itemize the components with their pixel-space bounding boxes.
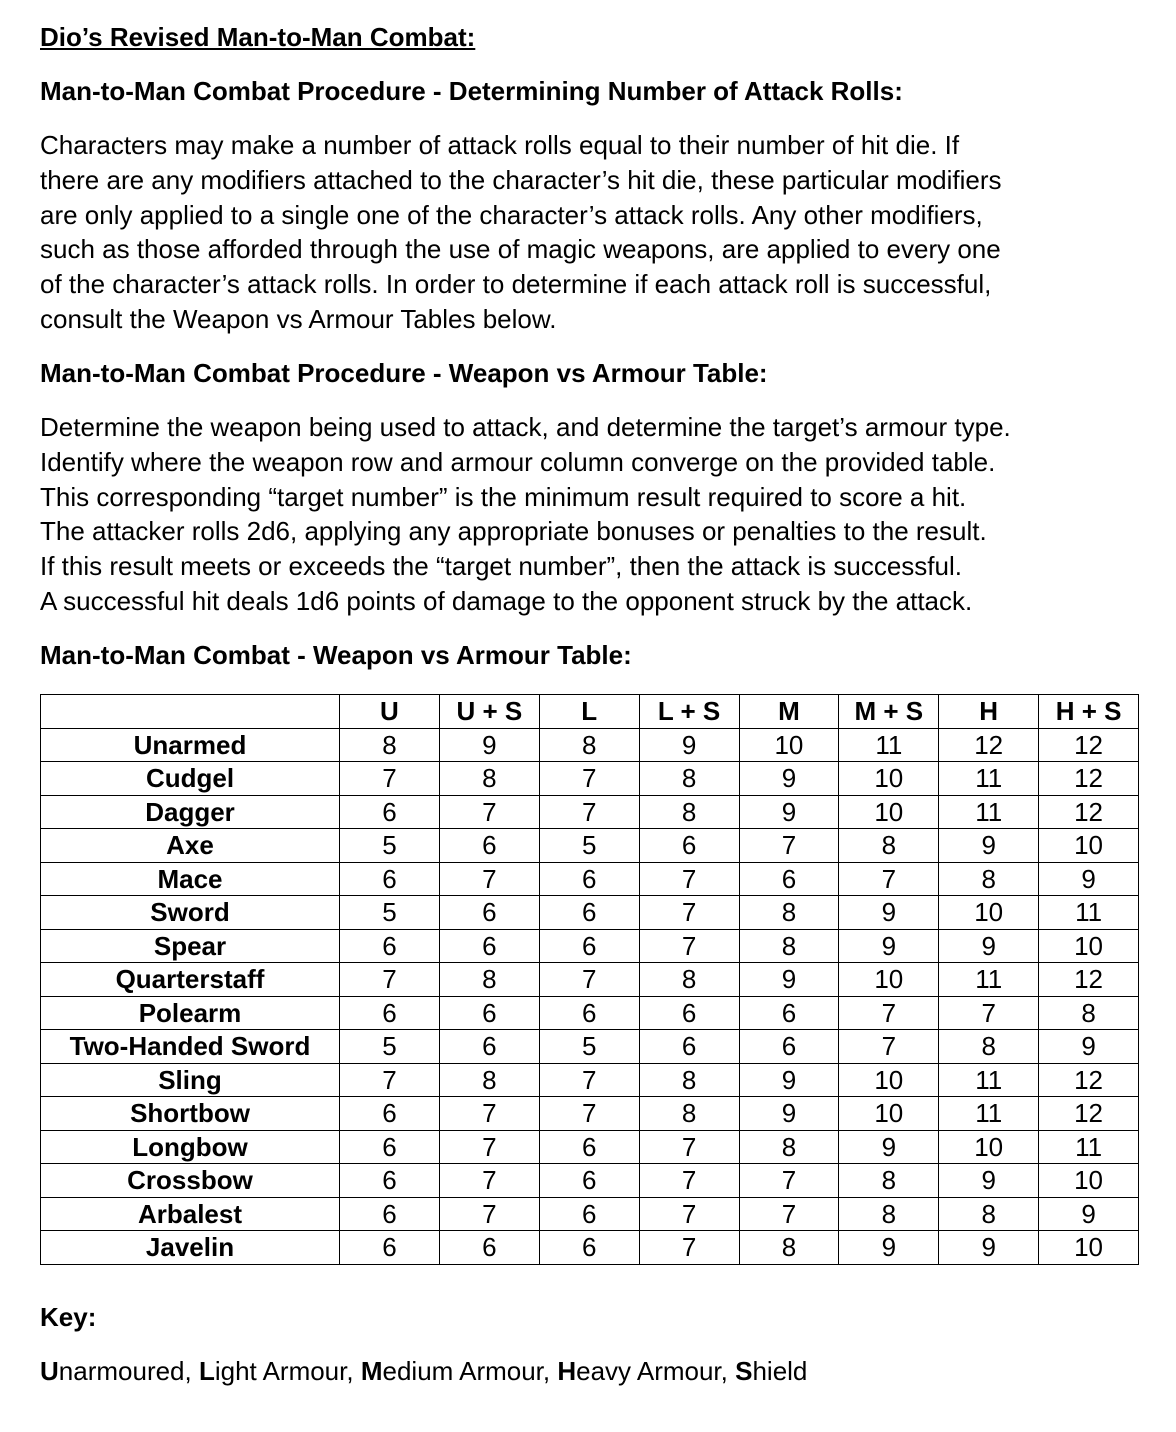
target-number-cell: 8 — [639, 795, 739, 829]
target-number-cell: 7 — [439, 795, 539, 829]
target-number-cell: 6 — [539, 896, 639, 930]
paragraph-weapon-vs-armour — [40, 410, 1130, 619]
paragraph-line: Determine the weapon being used to attack, and determine the target’s armour type. — [40, 412, 1011, 442]
document-title: Dio’s Revised Man-to-Man Combat: — [40, 22, 476, 52]
weapon-name-cell: Axe — [41, 829, 340, 863]
target-number-cell: 8 — [839, 1197, 939, 1231]
weapon-name-cell: Crossbow — [41, 1164, 340, 1198]
weapon-name-cell: Spear — [41, 929, 340, 963]
target-number-cell: 7 — [639, 1231, 739, 1265]
column-header: H + S — [1039, 695, 1139, 729]
target-number-cell: 7 — [639, 896, 739, 930]
paragraph-line: of the character’s attack rolls. In order to determine if each attack roll is successful, — [40, 269, 992, 300]
target-number-cell: 5 — [340, 896, 440, 930]
paragraph-line: consult the Weapon vs Armour Tables below. — [40, 303, 557, 334]
target-number-cell: 8 — [340, 728, 440, 762]
target-number-cell: 6 — [539, 1231, 639, 1265]
target-number-cell: 7 — [639, 1164, 739, 1198]
target-number-cell: 10 — [1039, 829, 1139, 863]
key-term-rest: hield — [752, 1356, 808, 1386]
column-header: M + S — [839, 695, 939, 729]
target-number-cell: 5 — [340, 1030, 440, 1064]
target-number-cell: 11 — [939, 795, 1039, 829]
target-number-cell: 5 — [340, 829, 440, 863]
weapon-name-cell: Unarmed — [41, 728, 340, 762]
target-number-cell: 7 — [539, 762, 639, 796]
target-number-cell: 7 — [639, 929, 739, 963]
target-number-cell: 9 — [639, 728, 739, 762]
target-number-cell: 9 — [939, 829, 1039, 863]
target-number-cell: 7 — [539, 1063, 639, 1097]
target-number-cell: 10 — [839, 963, 939, 997]
target-number-cell: 12 — [939, 728, 1039, 762]
target-number-cell: 8 — [1039, 996, 1139, 1030]
key-initial: L — [198, 1356, 215, 1386]
target-number-cell: 8 — [439, 762, 539, 796]
paragraph-line: A successful hit deals 1d6 points of damage to the opponent struck by the attack. — [40, 585, 973, 616]
target-number-cell: 6 — [340, 1197, 440, 1231]
paragraph-line: there are any modifiers attached to the character’s hit die, these particular modifiers — [40, 164, 1002, 195]
target-number-cell: 10 — [1039, 929, 1139, 963]
target-number-cell: 10 — [839, 795, 939, 829]
target-number-cell: 6 — [739, 862, 839, 896]
target-number-cell: 12 — [1039, 795, 1139, 829]
target-number-cell: 6 — [340, 862, 440, 896]
target-number-cell: 6 — [439, 1030, 539, 1064]
target-number-cell: 6 — [539, 1164, 639, 1198]
target-number-cell: 8 — [739, 1231, 839, 1265]
target-number-cell: 8 — [839, 829, 939, 863]
target-number-cell: 9 — [939, 1164, 1039, 1198]
weapon-name-cell: Two-Handed Sword — [41, 1030, 340, 1064]
weapon-name-cell: Javelin — [41, 1231, 340, 1265]
target-number-cell: 11 — [939, 1063, 1039, 1097]
paragraph-line: Identify where the weapon row and armour column converge on the provided table. — [40, 446, 996, 477]
key-separator: , — [720, 1356, 736, 1386]
target-number-cell: 9 — [1039, 1030, 1139, 1064]
target-number-cell: 6 — [439, 829, 539, 863]
paragraph-attack-rolls — [40, 128, 1130, 337]
target-number-cell: 7 — [739, 829, 839, 863]
target-number-cell: 7 — [439, 862, 539, 896]
target-number-cell: 8 — [739, 896, 839, 930]
target-number-cell: 7 — [340, 963, 440, 997]
column-header: U + S — [439, 695, 539, 729]
target-number-cell: 11 — [939, 762, 1039, 796]
key-separator: , — [184, 1356, 199, 1386]
weapon-name-cell: Quarterstaff — [41, 963, 340, 997]
target-number-cell: 9 — [739, 795, 839, 829]
target-number-cell: 8 — [839, 1164, 939, 1198]
target-number-cell: 8 — [639, 963, 739, 997]
target-number-cell: 8 — [439, 963, 539, 997]
target-number-cell: 10 — [839, 1063, 939, 1097]
column-header: U — [340, 695, 440, 729]
target-number-cell: 5 — [539, 829, 639, 863]
target-number-cell: 10 — [1039, 1231, 1139, 1265]
target-number-cell: 6 — [539, 929, 639, 963]
target-number-cell: 7 — [439, 1164, 539, 1198]
target-number-cell: 6 — [439, 996, 539, 1030]
table-row — [41, 963, 1139, 997]
target-number-cell: 8 — [939, 1197, 1039, 1231]
target-number-cell: 8 — [539, 728, 639, 762]
target-number-cell: 12 — [1039, 963, 1139, 997]
weapon-name-cell: Shortbow — [41, 1097, 340, 1131]
target-number-cell: 6 — [340, 1130, 440, 1164]
target-number-cell: 7 — [340, 1063, 440, 1097]
target-number-cell: 6 — [539, 862, 639, 896]
column-header: L — [539, 695, 639, 729]
key-legend — [40, 1356, 807, 1387]
target-number-cell: 7 — [739, 1197, 839, 1231]
target-number-cell: 8 — [639, 1063, 739, 1097]
column-header: M — [739, 695, 839, 729]
paragraph-line: such as those afforded through the use of magic weapons, are applied to every one — [40, 234, 1001, 265]
target-number-cell: 10 — [739, 728, 839, 762]
target-number-cell: 9 — [739, 1063, 839, 1097]
target-number-cell: 8 — [639, 1097, 739, 1131]
target-number-cell: 10 — [939, 896, 1039, 930]
weapon-name-cell: Longbow — [41, 1130, 340, 1164]
table-row — [41, 896, 1139, 930]
target-number-cell: 7 — [439, 1130, 539, 1164]
target-number-cell: 7 — [839, 1030, 939, 1064]
target-number-cell: 12 — [1039, 762, 1139, 796]
key-label: Key: — [40, 1302, 97, 1332]
target-number-cell: 11 — [939, 1097, 1039, 1131]
weapon-name-cell: Polearm — [41, 996, 340, 1030]
table-row — [41, 795, 1139, 829]
target-number-cell: 9 — [1039, 1197, 1139, 1231]
target-number-cell: 12 — [1039, 728, 1139, 762]
column-header: H — [939, 695, 1039, 729]
key-term-rest: ight Armour — [214, 1356, 347, 1386]
target-number-cell: 6 — [439, 1231, 539, 1265]
section-heading-attack-rolls: Man-to-Man Combat Procedure - Determining Number of Attack Rolls: — [40, 76, 903, 106]
table-row — [41, 1063, 1139, 1097]
target-number-cell: 7 — [439, 1097, 539, 1131]
target-number-cell: 9 — [1039, 862, 1139, 896]
target-number-cell: 11 — [1039, 896, 1139, 930]
target-number-cell: 6 — [739, 996, 839, 1030]
table-heading: Man-to-Man Combat - Weapon vs Armour Table: — [40, 640, 632, 670]
target-number-cell: 9 — [939, 1231, 1039, 1265]
target-number-cell: 10 — [839, 1097, 939, 1131]
weapon-name-cell: Arbalest — [41, 1197, 340, 1231]
target-number-cell: 10 — [939, 1130, 1039, 1164]
key-initial: U — [40, 1356, 59, 1386]
key-initial: M — [360, 1356, 383, 1386]
target-number-cell: 7 — [639, 1130, 739, 1164]
target-number-cell: 6 — [639, 1030, 739, 1064]
target-number-cell: 6 — [340, 929, 440, 963]
section-heading-weapon-vs-armour: Man-to-Man Combat Procedure - Weapon vs Armour Table: — [40, 358, 768, 388]
target-number-cell: 9 — [739, 1097, 839, 1131]
weapon-vs-armour-table — [40, 694, 1139, 1265]
table-row — [41, 1164, 1139, 1198]
target-number-cell: 7 — [539, 1097, 639, 1131]
target-number-cell: 11 — [839, 728, 939, 762]
target-number-cell: 9 — [739, 963, 839, 997]
weapon-name-cell: Mace — [41, 862, 340, 896]
target-number-cell: 9 — [439, 728, 539, 762]
table-row — [41, 1097, 1139, 1131]
target-number-cell: 6 — [439, 929, 539, 963]
paragraph-line: Characters may make a number of attack rolls equal to their number of hit die. If — [40, 130, 960, 160]
target-number-cell: 9 — [839, 929, 939, 963]
table-row — [41, 829, 1139, 863]
target-number-cell: 9 — [839, 1130, 939, 1164]
paragraph-line: If this result meets or exceeds the “target number”, then the attack is successful. — [40, 551, 962, 582]
key-term-rest: edium Armour — [382, 1356, 543, 1386]
key-term-rest: narmoured — [58, 1356, 185, 1386]
key-separator: , — [346, 1356, 361, 1386]
target-number-cell: 11 — [1039, 1130, 1139, 1164]
target-number-cell: 7 — [639, 862, 739, 896]
target-number-cell: 8 — [439, 1063, 539, 1097]
target-number-cell: 7 — [839, 862, 939, 896]
target-number-cell: 6 — [340, 1164, 440, 1198]
target-number-cell: 12 — [1039, 1063, 1139, 1097]
target-number-cell: 6 — [539, 996, 639, 1030]
target-number-cell: 6 — [639, 996, 739, 1030]
target-number-cell: 7 — [539, 795, 639, 829]
target-number-cell: 7 — [939, 996, 1039, 1030]
target-number-cell: 12 — [1039, 1097, 1139, 1131]
target-number-cell: 7 — [639, 1197, 739, 1231]
target-number-cell: 6 — [340, 1231, 440, 1265]
target-number-cell: 6 — [340, 1097, 440, 1131]
paragraph-line: are only applied to a single one of the character’s attack rolls. Any other modifiers, — [40, 199, 983, 230]
key-term-rest: eavy Armour — [576, 1356, 721, 1386]
target-number-cell: 9 — [839, 896, 939, 930]
weapon-name-cell: Sling — [41, 1063, 340, 1097]
table-row — [41, 1030, 1139, 1064]
target-number-cell: 8 — [739, 1130, 839, 1164]
paragraph-line: The attacker rolls 2d6, applying any appropriate bonuses or penalties to the result. — [40, 516, 987, 547]
paragraph-line: This corresponding “target number” is the minimum result required to score a hit. — [40, 481, 967, 512]
key-initial: H — [557, 1356, 577, 1386]
key-separator: , — [542, 1356, 558, 1386]
weapon-name-cell: Sword — [41, 896, 340, 930]
table-row — [41, 1197, 1139, 1231]
column-header: L + S — [639, 695, 739, 729]
target-number-cell: 8 — [939, 862, 1039, 896]
target-number-cell: 6 — [439, 896, 539, 930]
table-row — [41, 728, 1139, 762]
table-body — [41, 728, 1139, 1264]
target-number-cell: 8 — [639, 762, 739, 796]
target-number-cell: 7 — [439, 1197, 539, 1231]
target-number-cell: 8 — [739, 929, 839, 963]
table-row — [41, 1231, 1139, 1265]
key-initial: S — [735, 1356, 753, 1386]
target-number-cell: 9 — [739, 762, 839, 796]
target-number-cell: 8 — [939, 1030, 1039, 1064]
target-number-cell: 7 — [739, 1164, 839, 1198]
table-row — [41, 1130, 1139, 1164]
table-header — [41, 695, 1139, 729]
table-header-row — [41, 695, 1139, 729]
table-corner-cell — [41, 695, 340, 729]
table-row — [41, 996, 1139, 1030]
target-number-cell: 6 — [340, 795, 440, 829]
target-number-cell: 9 — [839, 1231, 939, 1265]
target-number-cell: 9 — [939, 929, 1039, 963]
target-number-cell: 6 — [539, 1197, 639, 1231]
target-number-cell: 11 — [939, 963, 1039, 997]
target-number-cell: 6 — [539, 1130, 639, 1164]
target-number-cell: 5 — [539, 1030, 639, 1064]
table-row — [41, 862, 1139, 896]
table-row — [41, 762, 1139, 796]
target-number-cell: 7 — [839, 996, 939, 1030]
table-row — [41, 929, 1139, 963]
target-number-cell: 10 — [1039, 1164, 1139, 1198]
weapon-name-cell: Cudgel — [41, 762, 340, 796]
weapon-name-cell: Dagger — [41, 795, 340, 829]
target-number-cell: 6 — [340, 996, 440, 1030]
target-number-cell: 7 — [340, 762, 440, 796]
target-number-cell: 6 — [739, 1030, 839, 1064]
target-number-cell: 7 — [539, 963, 639, 997]
target-number-cell: 6 — [639, 829, 739, 863]
target-number-cell: 10 — [839, 762, 939, 796]
